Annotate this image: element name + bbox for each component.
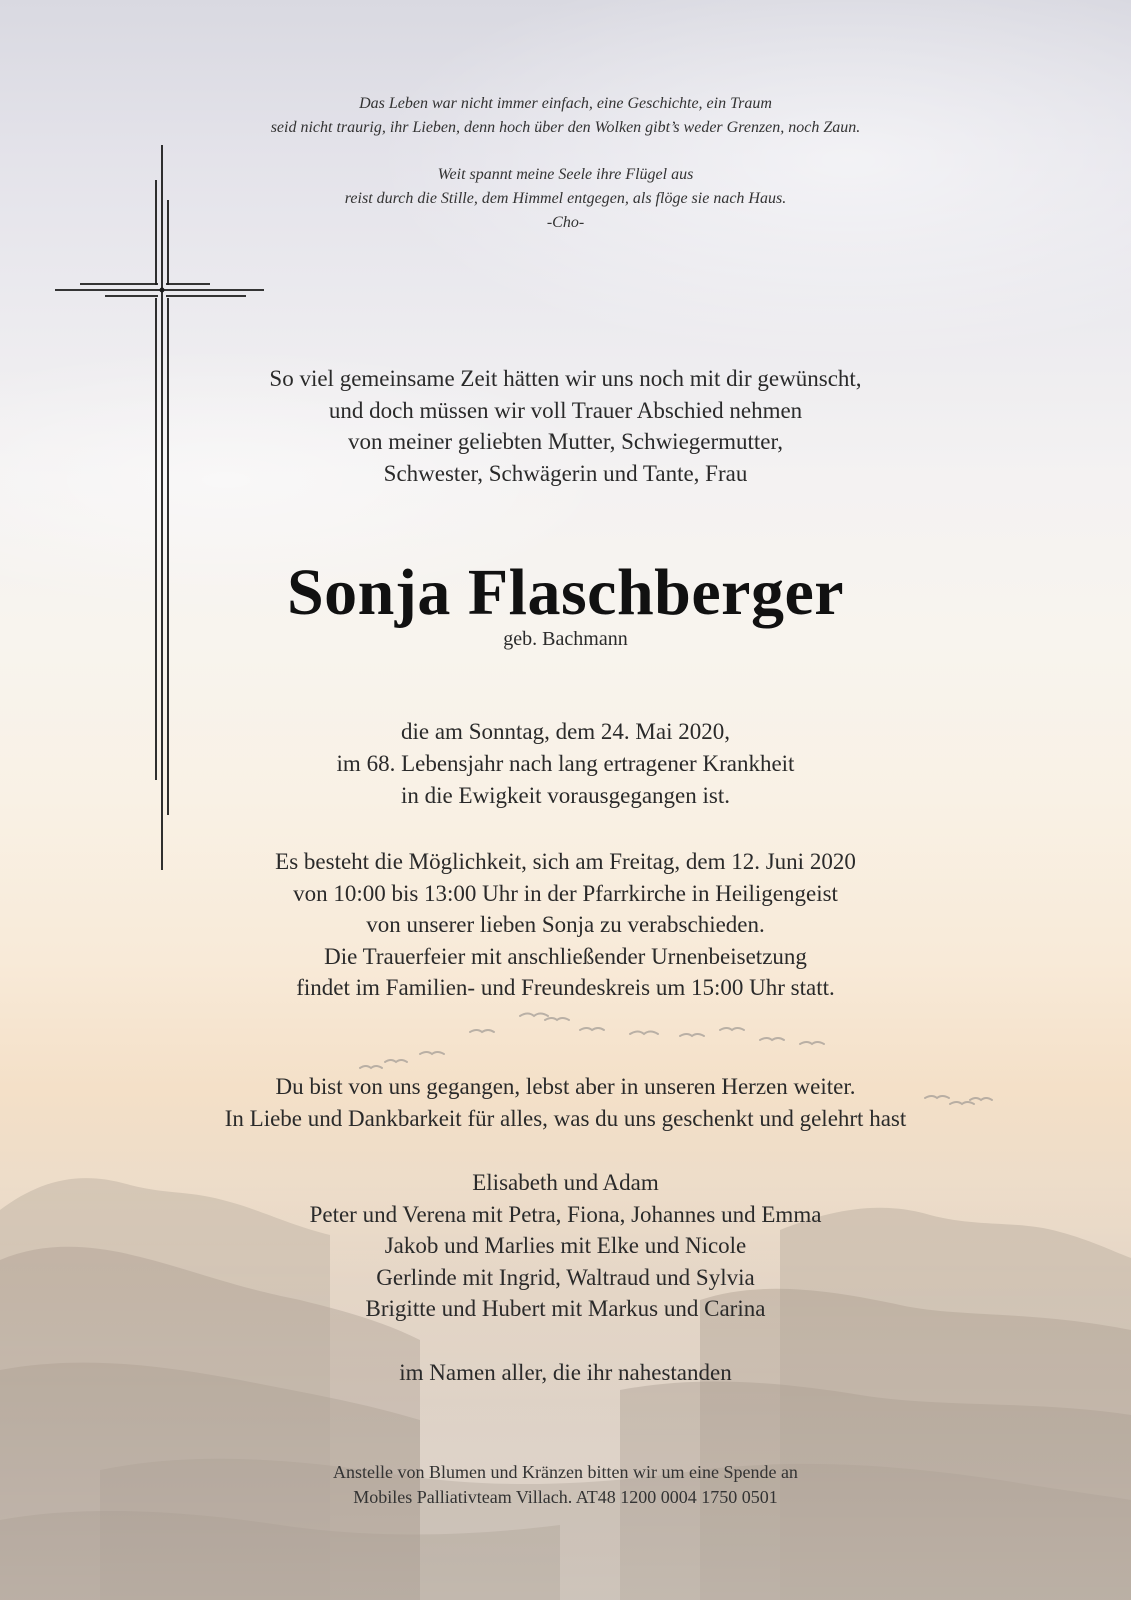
donation-line: Mobiles Palliativteam Villach. AT48 1200 0004 1750 0501 <box>353 1487 778 1507</box>
verse-line: Du bist von uns gegangen, lebst aber in unseren Herzen weiter. <box>275 1074 856 1099</box>
maiden-name: geb. Bachmann <box>503 628 628 650</box>
poem-line: reist durch die Stille, dem Himmel entgegen, als flöge sie nach Haus. <box>344 190 787 207</box>
intro-text <box>0 363 1131 489</box>
poem-line: seid nicht traurig, ihr Lieben, denn hoch über den Wolken gibt’s weder Grenzen, noch Zaun. <box>270 119 861 136</box>
intro-line: Schwester, Schwägerin und Tante, Frau <box>383 460 748 486</box>
deceased-name: Sonja Flaschberger <box>286 556 845 629</box>
intro-line: und doch müssen wir voll Trauer Abschied nehmen <box>328 397 803 423</box>
death-notice-line: im 68. Lebensjahr nach lang ertragener Krankheit <box>336 751 795 776</box>
intro-line: von meiner geliebten Mutter, Schwiegermutter, <box>347 429 784 454</box>
farewell-line: von 10:00 bis 13:00 Uhr in der Pfarrkirche in Heiligengeist <box>293 880 838 906</box>
poem-line: Das Leben war nicht immer einfach, eine Geschichte, ein Traum <box>359 95 772 112</box>
intro-line: So viel gemeinsame Zeit hätten wir uns noch mit dir gewünscht, <box>269 366 862 391</box>
verse-line: In Liebe und Dankbarkeit für alles, was du uns geschenkt und gelehrt hast <box>224 1105 907 1131</box>
donation-note <box>0 1460 1131 1510</box>
closing-line: im Namen aller, die ihr nahestanden <box>399 1360 732 1385</box>
poem-author: -Cho- <box>546 214 585 231</box>
death-notice-line: die am Sonntag, dem 24. Mai 2020, <box>401 719 730 744</box>
farewell-line: Es besteht die Möglichkeit, sich am Freitag, dem 12. Juni 2020 <box>275 849 856 874</box>
family-line: Brigitte und Hubert mit Markus und Carina <box>365 1296 766 1321</box>
memorial-verse <box>0 1071 1131 1134</box>
poem <box>0 92 1131 235</box>
farewell-line: von unserer lieben Sonja zu verabschieden. <box>366 912 765 937</box>
poem-line: Weit spannt meine Seele ihre Flügel aus <box>437 166 694 183</box>
family-line: Peter und Verena mit Petra, Fiona, Johannes und Emma <box>309 1201 822 1227</box>
death-notice <box>0 716 1131 812</box>
family-line: Jakob und Marlies mit Elke und Nicole <box>384 1233 747 1258</box>
donation-line: Anstelle von Blumen und Kränzen bitten wir um eine Spende an <box>333 1462 798 1482</box>
farewell-info <box>0 846 1131 1004</box>
farewell-line: Die Trauerfeier mit anschließender Urnenbeisetzung <box>324 943 807 969</box>
death-notice-line: in die Ewigkeit vorausgegangen ist. <box>401 783 730 808</box>
family-line: Elisabeth und Adam <box>472 1170 659 1195</box>
farewell-line: findet im Familien- und Freundeskreis um 15:00 Uhr statt. <box>296 975 835 1000</box>
family-list <box>0 1167 1131 1325</box>
family-line: Gerlinde mit Ingrid, Waltraud und Sylvia <box>376 1264 755 1290</box>
